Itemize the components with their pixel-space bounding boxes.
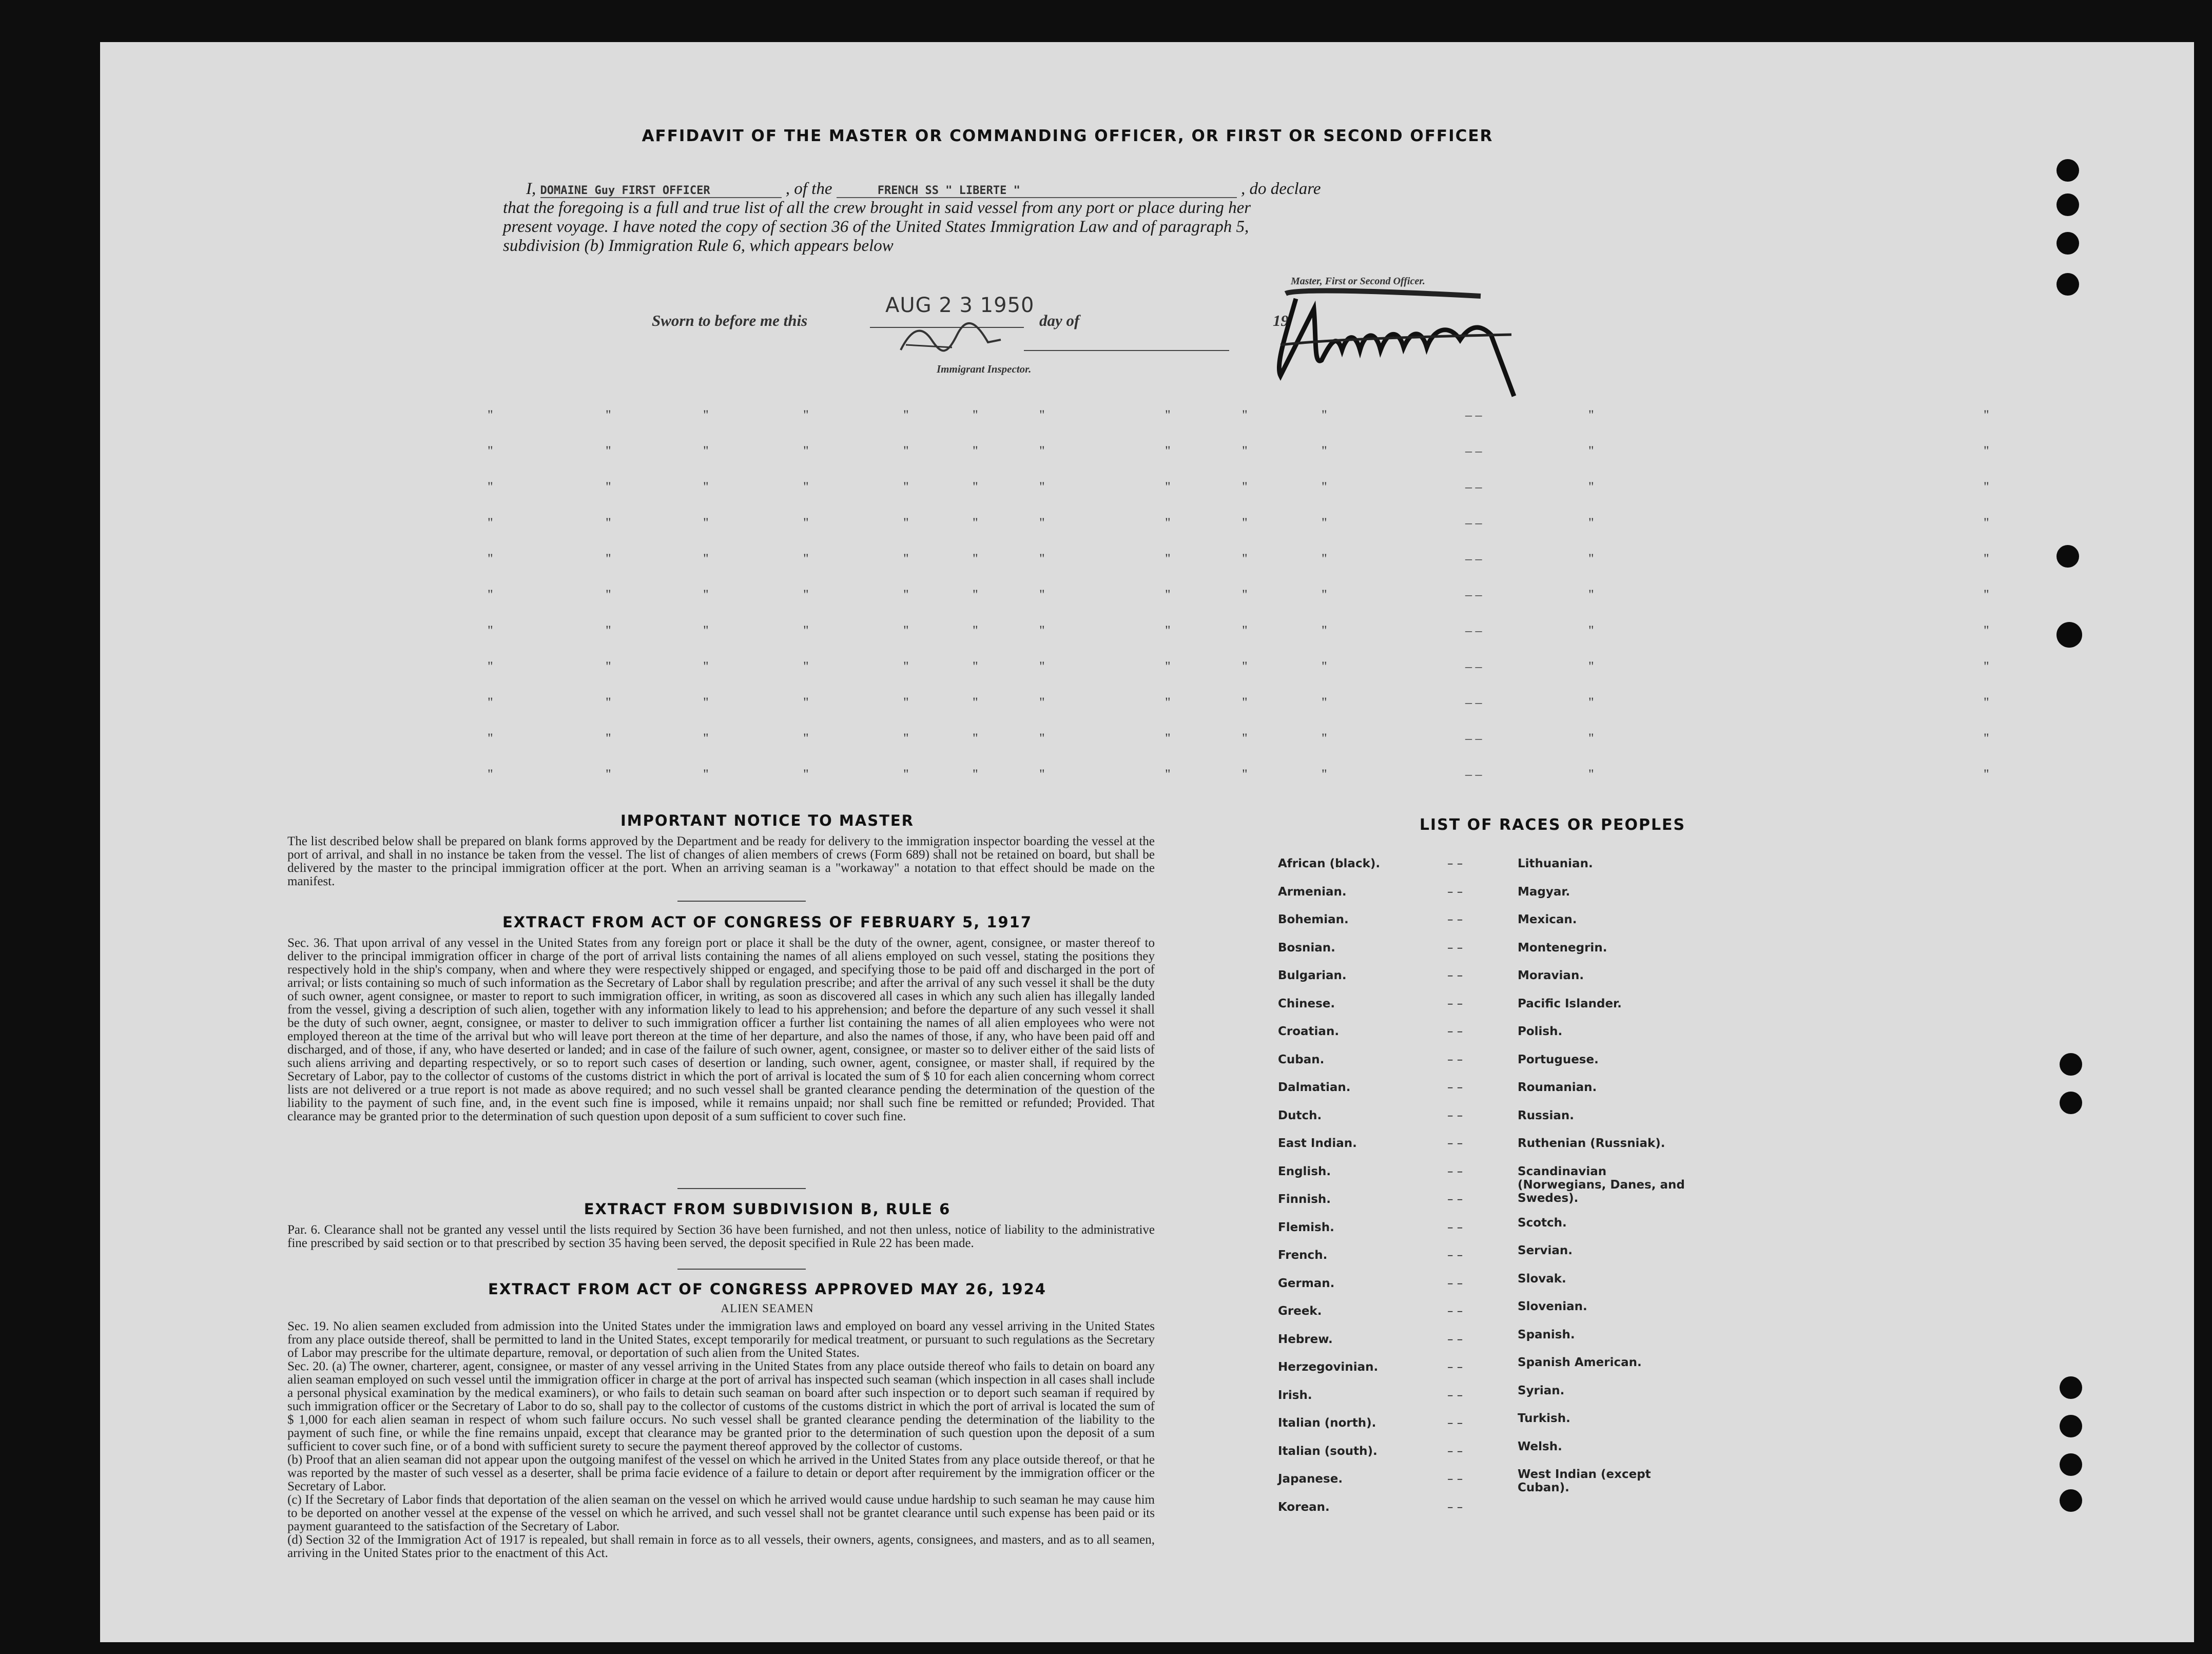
dash-mark: – – — [1465, 767, 1482, 782]
race-item: Japanese. — [1278, 1472, 1343, 1486]
race-dash: – – — [1447, 969, 1463, 982]
ditto-mark: " — [1984, 551, 1989, 566]
ditto-mark: " — [1588, 443, 1594, 458]
ditto-mark: " — [703, 551, 709, 566]
ditto-mark: " — [606, 515, 611, 530]
ditto-mark: " — [1165, 767, 1171, 782]
ditto-mark: " — [606, 479, 611, 494]
race-item: English. — [1278, 1164, 1331, 1178]
ditto-mark: " — [488, 659, 493, 674]
race-dash: – – — [1447, 1081, 1463, 1094]
ditto-mark: " — [1165, 623, 1171, 638]
race-item: Ruthenian (Russniak). — [1518, 1137, 1665, 1150]
race-item: Korean. — [1278, 1500, 1330, 1514]
ditto-mark: " — [1039, 623, 1045, 638]
ditto-mark: " — [803, 551, 809, 566]
ditto-mark: " — [803, 659, 809, 674]
race-item: Polish. — [1518, 1025, 1563, 1038]
race-item: Herzegovinian. — [1278, 1360, 1379, 1374]
race-item: African (black). — [1278, 857, 1381, 870]
ditto-mark: " — [1039, 659, 1045, 674]
divider-3 — [677, 1269, 806, 1270]
ditto-mark: " — [903, 515, 909, 530]
ditto-mark: " — [1984, 695, 1989, 710]
ditto-mark: " — [1588, 515, 1594, 530]
race-dash: – – — [1447, 1193, 1463, 1206]
ditto-mark: " — [803, 407, 809, 422]
ditto-mark: " — [1165, 479, 1171, 494]
ditto-mark: " — [1984, 731, 1989, 746]
race-dash: – – — [1447, 1500, 1463, 1514]
ditto-mark: " — [1165, 731, 1171, 746]
ditto-mark: " — [903, 659, 909, 674]
ditto-mark: " — [1242, 551, 1248, 566]
race-item: Bohemian. — [1278, 913, 1349, 926]
ditto-mark: " — [1165, 443, 1171, 458]
ditto-mark: " — [1039, 515, 1045, 530]
affidavit-line4: subdivision (b) Immigration Rule 6, which appears below — [503, 237, 894, 255]
ditto-mark: " — [1165, 551, 1171, 566]
race-item: Hebrew. — [1278, 1332, 1333, 1346]
ditto-mark: " — [903, 587, 909, 602]
ditto-mark: " — [1165, 407, 1171, 422]
extract-1924-title: EXTRACT FROM ACT OF CONGRESS APPROVED MAY 26, 1924 — [488, 1280, 1046, 1298]
ditto-mark: " — [1039, 551, 1045, 566]
ditto-mark: " — [1588, 551, 1594, 566]
ditto-mark: " — [606, 659, 611, 674]
ditto-columns — [100, 42, 2194, 843]
punch-hole — [2060, 1489, 2082, 1512]
ditto-mark: " — [1322, 731, 1327, 746]
ditto-mark: " — [903, 623, 909, 638]
race-item: Scotch. — [1518, 1216, 1567, 1230]
ditto-mark: " — [973, 407, 978, 422]
ditto-mark: " — [1588, 623, 1594, 638]
ditto-mark: " — [1322, 443, 1327, 458]
ditto-mark: " — [1165, 695, 1171, 710]
race-item: Bosnian. — [1278, 941, 1335, 955]
race-dash: – – — [1447, 997, 1463, 1010]
ditto-mark: " — [1588, 731, 1594, 746]
ditto-mark: " — [703, 659, 709, 674]
extract-1924-body — [287, 1320, 1155, 1560]
ditto-mark: " — [1242, 659, 1248, 674]
ditto-mark: " — [488, 551, 493, 566]
affidavit-i: I, — [526, 180, 536, 198]
affidavit-of-the: , of the — [785, 180, 832, 198]
ditto-mark: " — [973, 515, 978, 530]
dash-mark: – – — [1465, 443, 1482, 458]
punch-hole — [2060, 1053, 2082, 1076]
ditto-mark: " — [703, 731, 709, 746]
race-item: Spanish American. — [1518, 1356, 1642, 1369]
race-item: Dalmatian. — [1278, 1081, 1351, 1094]
race-item: Magyar. — [1518, 885, 1570, 899]
extract-rule6-title: EXTRACT FROM SUBDIVISION B, RULE 6 — [584, 1200, 951, 1218]
race-item: German. — [1278, 1276, 1335, 1290]
race-item: Spanish. — [1518, 1328, 1575, 1341]
ditto-mark: " — [973, 767, 978, 782]
ditto-mark: " — [1242, 443, 1248, 458]
extract-rule6-text: Par. 6. Clearance shall not be granted any vessel until the lists required by Section 36 have been furnished, and not then unless, notice of liability to the administrative fine prescribed by said section or to that prescribed by section 35 having been served, the deposit specified in Rule 22 has been made. — [287, 1223, 1155, 1250]
ditto-mark: " — [703, 515, 709, 530]
ditto-mark: " — [903, 767, 909, 782]
race-item: Flemish. — [1278, 1220, 1334, 1234]
ditto-mark: " — [1322, 587, 1327, 602]
ditto-mark: " — [488, 767, 493, 782]
ditto-mark: " — [1242, 731, 1248, 746]
race-item: Syrian. — [1518, 1384, 1565, 1397]
race-item: Lithuanian. — [1518, 857, 1593, 870]
sworn-text: Sworn to before me this — [652, 312, 808, 329]
ditto-mark: " — [1984, 587, 1989, 602]
ditto-mark: " — [803, 587, 809, 602]
races-title: LIST OF RACES OR PEOPLES — [1419, 816, 1686, 834]
vessel-name: FRENCH SS " LIBERTE " — [837, 184, 1237, 198]
ditto-mark: " — [606, 551, 611, 566]
ditto-mark: " — [703, 695, 709, 710]
day-of-text: day of — [1039, 312, 1080, 329]
ditto-mark: " — [1984, 407, 1989, 422]
punch-hole — [2060, 1092, 2082, 1114]
race-dash: – – — [1447, 1053, 1463, 1066]
punch-hole — [2056, 232, 2079, 255]
ditto-mark: " — [1039, 731, 1045, 746]
ditto-mark: " — [1165, 587, 1171, 602]
sec20c-text: (c) If the Secretary of Labor finds that deportation of the alien seaman on the vessel on which he arrived would cause undue hardship to such seaman he may cause him to be deported on another vessel at the expense of the vessel on which he arrived, and such vessel shall not be grantet clearance until such expense has been paid or its payment guaranteed to the satisfaction of the Secretary of Labor. — [287, 1493, 1155, 1533]
ditto-mark: " — [488, 515, 493, 530]
ditto-mark: " — [1984, 515, 1989, 530]
dash-mark: – – — [1465, 407, 1482, 422]
ditto-mark: " — [1322, 695, 1327, 710]
ditto-mark: " — [903, 407, 909, 422]
ditto-mark: " — [1984, 623, 1989, 638]
sec20a-text: Sec. 20. (a) The owner, charterer, agent, consignee, or master of any vessel arriving in the United States from any place outside thereof who fails to detain on board any alien seaman employed on such vessel until the immigration officer in charge at the port of arrival has inspected such seaman (which inspection in all cases shall include a personal physical examination by the medical examiners), or who fails to detain such seaman on board after such inspection or to deport such seaman if required by such immigration officer or the Secretary of Labor to do so, shall pay to the collector of customs of the customs district in which the port of arrival is located the sum of $ 1,000 for each alien seaman in respect of whom such failure occurs. No such vessel shall be granted clearance pending the determination of the liability to the payment of such fine, or while the fine remains unpaid, except that clearance may be granted prior to the determination of such question upon the deposit of a sum sufficient to cover such fine, or of a bond with sufficient surety to secure the payment thereof approved by the collector of customs. — [287, 1359, 1155, 1453]
inspector-caption: Immigrant Inspector. — [937, 363, 1032, 375]
notice-text: The list described below shall be prepared on blank forms approved by the Department and be ready for delivery to the immigration inspector boarding the vessel at the port of arrival, and shall in no instance be taken from the vessel. The list of changes of alien members of crews (Form 689) shall not be retained on board, but shall be delivered by the master to the principal immigration officer at the port. When an arriving seaman is a "workaway" a notation to that effect should be made on the manifest. — [287, 834, 1155, 888]
race-item: Irish. — [1278, 1388, 1312, 1402]
ditto-mark: " — [703, 407, 709, 422]
date-stamp: AUG 2 3 1950 — [885, 294, 1035, 317]
ditto-mark: " — [1322, 407, 1327, 422]
race-item: Turkish. — [1518, 1412, 1570, 1425]
ditto-mark: " — [1165, 515, 1171, 530]
ditto-mark: " — [973, 659, 978, 674]
dash-mark: – – — [1465, 479, 1482, 494]
race-item: Dutch. — [1278, 1108, 1322, 1122]
ditto-mark: " — [1039, 767, 1045, 782]
race-dash: – – — [1447, 913, 1463, 926]
officer-name: DOMAINE Guy FIRST OFFICER — [540, 184, 782, 198]
race-item: Montenegrin. — [1518, 941, 1607, 955]
dash-mark: – – — [1465, 695, 1482, 710]
race-item: Moravian. — [1518, 969, 1584, 982]
punch-hole — [2056, 622, 2082, 648]
dash-mark: – – — [1465, 551, 1482, 566]
punch-hole — [2056, 545, 2079, 568]
ditto-mark: " — [803, 443, 809, 458]
race-item: Chinese. — [1278, 997, 1335, 1010]
ditto-mark: " — [973, 551, 978, 566]
affidavit-line3: present voyage. I have noted the copy of section 36 of the United States Immigration Law and of paragraph 5, — [503, 218, 1249, 236]
dash-mark: – – — [1465, 623, 1482, 638]
ditto-mark: " — [803, 515, 809, 530]
ditto-mark: " — [903, 479, 909, 494]
race-item: Slovenian. — [1518, 1300, 1587, 1313]
ditto-mark: " — [1588, 587, 1594, 602]
race-item: Pacific Islander. — [1518, 997, 1622, 1010]
race-dash: – – — [1447, 1416, 1463, 1430]
ditto-mark: " — [606, 407, 611, 422]
race-dash: – – — [1447, 1444, 1463, 1458]
race-dash: – – — [1447, 1388, 1463, 1402]
ditto-mark: " — [903, 695, 909, 710]
ditto-mark: " — [703, 587, 709, 602]
ditto-mark: " — [606, 623, 611, 638]
ditto-mark: " — [1039, 479, 1045, 494]
ditto-mark: " — [703, 623, 709, 638]
ditto-mark: " — [1588, 479, 1594, 494]
ditto-mark: " — [703, 443, 709, 458]
ditto-mark: " — [1165, 659, 1171, 674]
ditto-mark: " — [488, 479, 493, 494]
race-dash: – – — [1447, 1025, 1463, 1038]
ditto-mark: " — [1588, 659, 1594, 674]
ditto-mark: " — [973, 623, 978, 638]
dash-mark: – – — [1465, 587, 1482, 602]
ditto-mark: " — [488, 587, 493, 602]
punch-hole — [2060, 1376, 2082, 1399]
race-dash: – – — [1447, 1276, 1463, 1290]
ditto-mark: " — [703, 479, 709, 494]
ditto-mark: " — [1322, 767, 1327, 782]
ditto-mark: " — [1242, 623, 1248, 638]
race-item: Finnish. — [1278, 1193, 1331, 1206]
race-dash: – – — [1447, 1305, 1463, 1318]
race-item: Italian (north). — [1278, 1416, 1376, 1430]
ditto-mark: " — [973, 695, 978, 710]
ditto-mark: " — [1984, 479, 1989, 494]
ditto-mark: " — [703, 767, 709, 782]
ditto-mark: " — [1242, 479, 1248, 494]
race-dash: – – — [1447, 885, 1463, 899]
race-item: Scandinavian (Norwegians, Danes, and Swedes). — [1518, 1164, 1685, 1205]
extract-1917-text: Sec. 36. That upon arrival of any vessel in the United States from any foreign port or place it shall be the duty of the owner, agent, consignee, or master thereof to deliver to the principal immigration officer in charge of the port of arrival lists containing the names of all aliens employed on such vessel, stating the positions they respectively hold in the ship's company, when and where they were respectively shipped or engaged, and specifying those to be paid off and discharged in the port of arrival; or lists containing so much of such information as the Secretary of Labor shall by regulation prescribe; and after the arrival of any such vessel it shall be the duty of such owner, agent consignee, or master to report to such immigration officer, in writing, as soon as discovered all cases in which any such alien has illegally landed from the vessel, giving a description of such alien, together with any information likely to lead to his apprehension; and before the departure of any such vessel it shall be the duty of such owner, aegnt, consignee, or master to deliver to such immigration officer a further list containing the names of all alien employees who were not employed thereon at the time of the arrival but who will leave port thereon at the time of her departure, and also the names of those, if any, who have been paid off and discharged, and of those, if any, who have deserted or landed; and in case of the failure of such owner, agent, consignee, or master so to deliver either of the said lists of such aliens arriving and departing respectively, or so to report such cases of desertion or landing, such owner, agent, consignee, or master shall, if required by the Secretary of Labor, pay to the collector of customs of the customs district in which the port of arrival is located the sum of $ 10 for each alien concerning whom correct lists are not delivered or a true report is not made as above required; and no such vessel shall be granted clearance pending the determination of the question of the liability to the payment of such fine, and, in the event such fine is imposed, while it remains unpaid; nor shall such fine be remitted or refunded; Provided. That clearance may be granted prior to the determination of such question upon deposit of a sum sufficient to cover such fine. — [287, 936, 1155, 1123]
race-item: Cuban. — [1278, 1053, 1325, 1066]
ditto-mark: " — [973, 443, 978, 458]
ditto-mark: " — [1242, 515, 1248, 530]
ditto-mark: " — [1039, 407, 1045, 422]
ditto-mark: " — [606, 731, 611, 746]
ditto-mark: " — [1984, 767, 1989, 782]
race-item: Italian (south). — [1278, 1444, 1377, 1458]
race-item: Portuguese. — [1518, 1053, 1599, 1066]
sec20d-text: (d) Section 32 of the Immigration Act of 1917 is repealed, but shall remain in force as to all vessels, their owners, agents, consignees, and masters, and as to all seamen, arriving in the United States prior to the enactment of this Act. — [287, 1533, 1155, 1560]
ditto-mark: " — [1322, 515, 1327, 530]
ditto-mark: " — [606, 587, 611, 602]
ditto-mark: " — [1242, 407, 1248, 422]
race-item: Croatian. — [1278, 1025, 1340, 1038]
extract-1917-title: EXTRACT FROM ACT OF CONGRESS OF FEBRUARY 5, 1917 — [502, 913, 1033, 931]
punch-hole — [2056, 159, 2079, 182]
document-page — [100, 42, 2194, 1642]
sec19-text: Sec. 19. No alien seamen excluded from admission into the United States under the immigration laws and employed on board any vessel arriving in the United States from any place outside thereof, shall be permitted to land in the United States, except temporarily for medical treatment, or pursuant to such regulations as the Secretary of Labor may prescribe for the ultimate departure, removal, or deportation of such alien from the United States. — [287, 1319, 1155, 1360]
race-dash: – – — [1447, 1249, 1463, 1262]
race-item: East Indian. — [1278, 1137, 1357, 1150]
ditto-mark: " — [803, 731, 809, 746]
race-dash: – – — [1447, 1137, 1463, 1150]
ditto-mark: " — [973, 731, 978, 746]
race-item: Mexican. — [1518, 913, 1577, 926]
ditto-mark: " — [488, 443, 493, 458]
ditto-mark: " — [803, 695, 809, 710]
year-prefix: 19 — [1273, 312, 1289, 329]
race-dash: – – — [1447, 1108, 1463, 1122]
race-item: Greek. — [1278, 1305, 1322, 1318]
ditto-mark: " — [606, 767, 611, 782]
affidavit-title: AFFIDAVIT OF THE MASTER OR COMMANDING OFFICER, OR FIRST OR SECOND OFFICER — [642, 127, 1493, 145]
punch-hole — [2060, 1415, 2082, 1437]
ditto-mark: " — [903, 443, 909, 458]
officer-caption: Master, First or Second Officer. — [1291, 276, 1425, 287]
race-item: French. — [1278, 1249, 1328, 1262]
ditto-mark: " — [488, 623, 493, 638]
ditto-mark: " — [1242, 695, 1248, 710]
ditto-mark: " — [1322, 659, 1327, 674]
race-item: Welsh. — [1518, 1439, 1562, 1453]
affidavit-line2: that the foregoing is a full and true list of all the crew brought in said vessel from any port or place during her — [503, 199, 1251, 217]
ditto-mark: " — [903, 551, 909, 566]
race-item: Roumanian. — [1518, 1081, 1597, 1094]
ditto-mark: " — [973, 479, 978, 494]
ditto-mark: " — [1984, 659, 1989, 674]
ditto-mark: " — [1322, 623, 1327, 638]
ditto-mark: " — [803, 623, 809, 638]
divider-2 — [677, 1188, 806, 1189]
affidavit-do-declare: , do declare — [1240, 180, 1321, 198]
ditto-mark: " — [1242, 767, 1248, 782]
dash-mark: – – — [1465, 659, 1482, 674]
ditto-mark: " — [1322, 551, 1327, 566]
race-dash: – – — [1447, 1472, 1463, 1486]
race-item: Russian. — [1518, 1108, 1574, 1122]
dash-mark: – – — [1465, 731, 1482, 746]
race-dash: – – — [1447, 1220, 1463, 1234]
ditto-mark: " — [1242, 587, 1248, 602]
ditto-mark: " — [903, 731, 909, 746]
ditto-mark: " — [1039, 587, 1045, 602]
race-item: Armenian. — [1278, 885, 1347, 899]
ditto-mark: " — [488, 407, 493, 422]
ditto-mark: " — [1039, 695, 1045, 710]
ditto-mark: " — [606, 443, 611, 458]
ditto-mark: " — [1984, 443, 1989, 458]
sec20b-text: (b) Proof that an alien seaman did not appear upon the outgoing manifest of the vessel on which he arrived in the United States from any place outside thereof, or that he was reported by the master of such vessel as a deserter, shall be prima facie evidence of a failure to detain or deport after requirement by the immigration officer or the Secretary of Labor. — [287, 1453, 1155, 1493]
notice-title: IMPORTANT NOTICE TO MASTER — [620, 812, 915, 829]
punch-hole — [2056, 193, 2079, 216]
ditto-mark: " — [803, 767, 809, 782]
ditto-mark: " — [1588, 695, 1594, 710]
race-dash: – – — [1447, 857, 1463, 870]
punch-hole — [2060, 1453, 2082, 1476]
dash-mark: – – — [1465, 515, 1482, 530]
ditto-mark: " — [1322, 479, 1327, 494]
race-item: Servian. — [1518, 1244, 1573, 1257]
ditto-mark: " — [488, 695, 493, 710]
race-dash: – – — [1447, 1164, 1463, 1178]
race-dash: – – — [1447, 941, 1463, 955]
ditto-mark: " — [606, 695, 611, 710]
ditto-mark: " — [1588, 767, 1594, 782]
race-dash: – – — [1447, 1332, 1463, 1346]
ditto-mark: " — [973, 587, 978, 602]
race-item: Bulgarian. — [1278, 969, 1347, 982]
punch-hole — [2056, 273, 2079, 296]
ditto-mark: " — [803, 479, 809, 494]
extract-1924-subtitle: ALIEN SEAMEN — [721, 1302, 814, 1315]
race-item: West Indian (except Cuban). — [1518, 1468, 1651, 1494]
ditto-mark: " — [1039, 443, 1045, 458]
ditto-mark: " — [1588, 407, 1594, 422]
ditto-mark: " — [488, 731, 493, 746]
divider-1 — [677, 901, 806, 902]
race-dash: – – — [1447, 1360, 1463, 1374]
race-item: Slovak. — [1518, 1272, 1566, 1286]
